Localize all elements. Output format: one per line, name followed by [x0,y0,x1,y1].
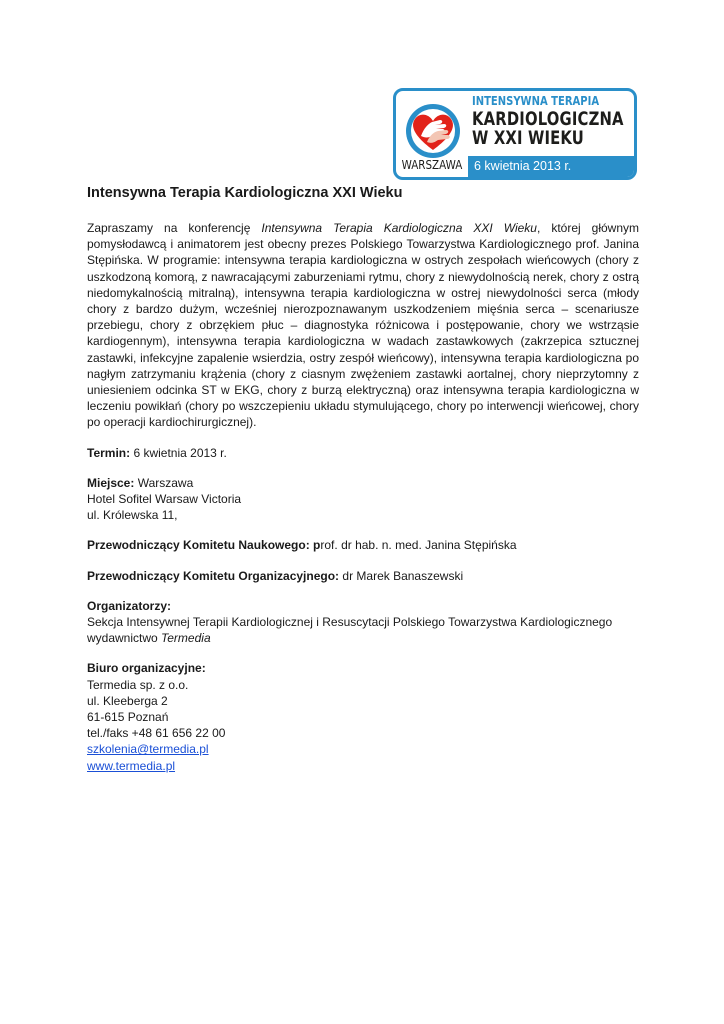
komitet-org-section [87,568,639,584]
miejsce-line-1 [87,475,639,491]
biuro-street: ul. Kleeberga 2 [87,693,168,708]
miejsce-label: Miejsce: [87,475,135,490]
miejsce-city: Warszawa [134,475,194,490]
termin-value: 6 kwietnia 2013 r. [130,445,227,460]
komitet-naukowy-section [87,537,639,553]
termin-label: Termin: [87,445,131,460]
biuro-company: Termedia sp. z o.o. [87,677,189,692]
banner-line-1: INTENSYWNA TERAPIA [472,93,600,108]
organizatorzy-line-1: Sekcja Intensywnej Terapii Kardiologicznej i Resuscytacji Polskiego Towarzystwa Kardiologicznego [87,615,613,630]
biuro-phone: tel./faks +48 61 656 22 00 [87,726,226,741]
document-body [87,183,639,774]
intro-paragraph [87,220,639,431]
biuro-www-row [87,758,639,774]
miejsce-hotel: Hotel Sofitel Warsaw Victoria [87,492,242,507]
komitet-org-label: Przewodniczący Komitetu Organizacyjnego: [87,568,340,583]
page-title: Intensywna Terapia Kardiologiczna XXI Wieku [87,185,403,201]
conference-banner [393,88,637,180]
organizatorzy-line-2 [87,630,639,646]
banner-date: 6 kwietnia 2013 r. [468,156,634,177]
organizatorzy-publisher-name: Termedia [161,631,211,646]
organizatorzy-section [87,598,639,647]
biuro-email-row [87,741,639,757]
website-link[interactable]: www.termedia.pl [87,758,176,773]
miejsce-section [87,475,639,524]
intro-text-1: Zapraszamy na konferencję [87,221,262,235]
komitet-naukowy-first-letter: p [313,538,321,553]
biuro-section [87,660,639,773]
intro-conference-name: Intensywna Terapia Kardiologiczna XXI Wieku [261,221,537,235]
banner-city: WARSZAWA [401,158,463,172]
organizatorzy-publisher-prefix: wydawnictwo [87,631,162,646]
komitet-org-value: dr Marek Banaszewski [339,568,464,583]
banner-line-2: KARDIOLOGICZNA [472,107,624,130]
biuro-label: Biuro organizacyjne: [87,661,206,676]
banner-title [472,95,632,148]
organizatorzy-label: Organizatorzy: [87,598,172,613]
termin-section [87,445,639,461]
biuro-postal: 61-615 Poznań [87,710,169,725]
komitet-naukowy-label: Przewodniczący Komitetu Naukowego: [87,538,314,553]
email-link[interactable]: szkolenia@termedia.pl [87,742,209,757]
miejsce-street: ul. Królewska 11, [87,508,178,523]
banner-line-3: W XXI WIEKU [472,126,584,149]
komitet-naukowy-value: rof. dr hab. n. med. Janina Stępińska [320,538,517,553]
heart-hands-logo-icon [402,100,464,160]
intro-text-2: , której głównym pomysłodawcą i animatorem jest obecny prezes Polskiego Towarzystwa Kardiologicznego prof. Janina Stępińska. W programie: intensywna terapia kardiologiczna w ostrych zespołach wieńcowych (chory z uszkodzoną komorą, z nawracającymi zaburzeniami rytmu, chory z niewydolnością nerek, chory z ostrą niedomykalnością mitralną), intensywna terapia kardiologiczna w ostrej niewydolności serca (młody chory z bardzo dużym, wcześniej nierozpoznawanym uszkodzeniem mięśnia serca – scenariusze przebiegu, chory z obrzękiem płuc – diagnostyka różnicowa i postępowanie, chory we wstrząsie kardiogennym), intensywna terapia kardiologiczna w wadach zastawkowych (zakrzepica sztucznej zastawki, infekcyjne zapalenie wsierdzia, ostry zespół wieńcowy), intensywna terapia kardiologiczna po nagłym zatrzymaniu krążenia (chory z ciasnym zwężeniem zastawki aortalnej, chory nieprzytomny z uniesieniem odcinka ST w EKG, chory z burzą elektryczną) oraz intensywna terapia kardiologiczna w leczeniu powikłań (chory po wszczepieniu układu stymulującego, chory po interwencji wieńcowej, chory po operacji kardiochirurgicznej). [87,221,640,430]
